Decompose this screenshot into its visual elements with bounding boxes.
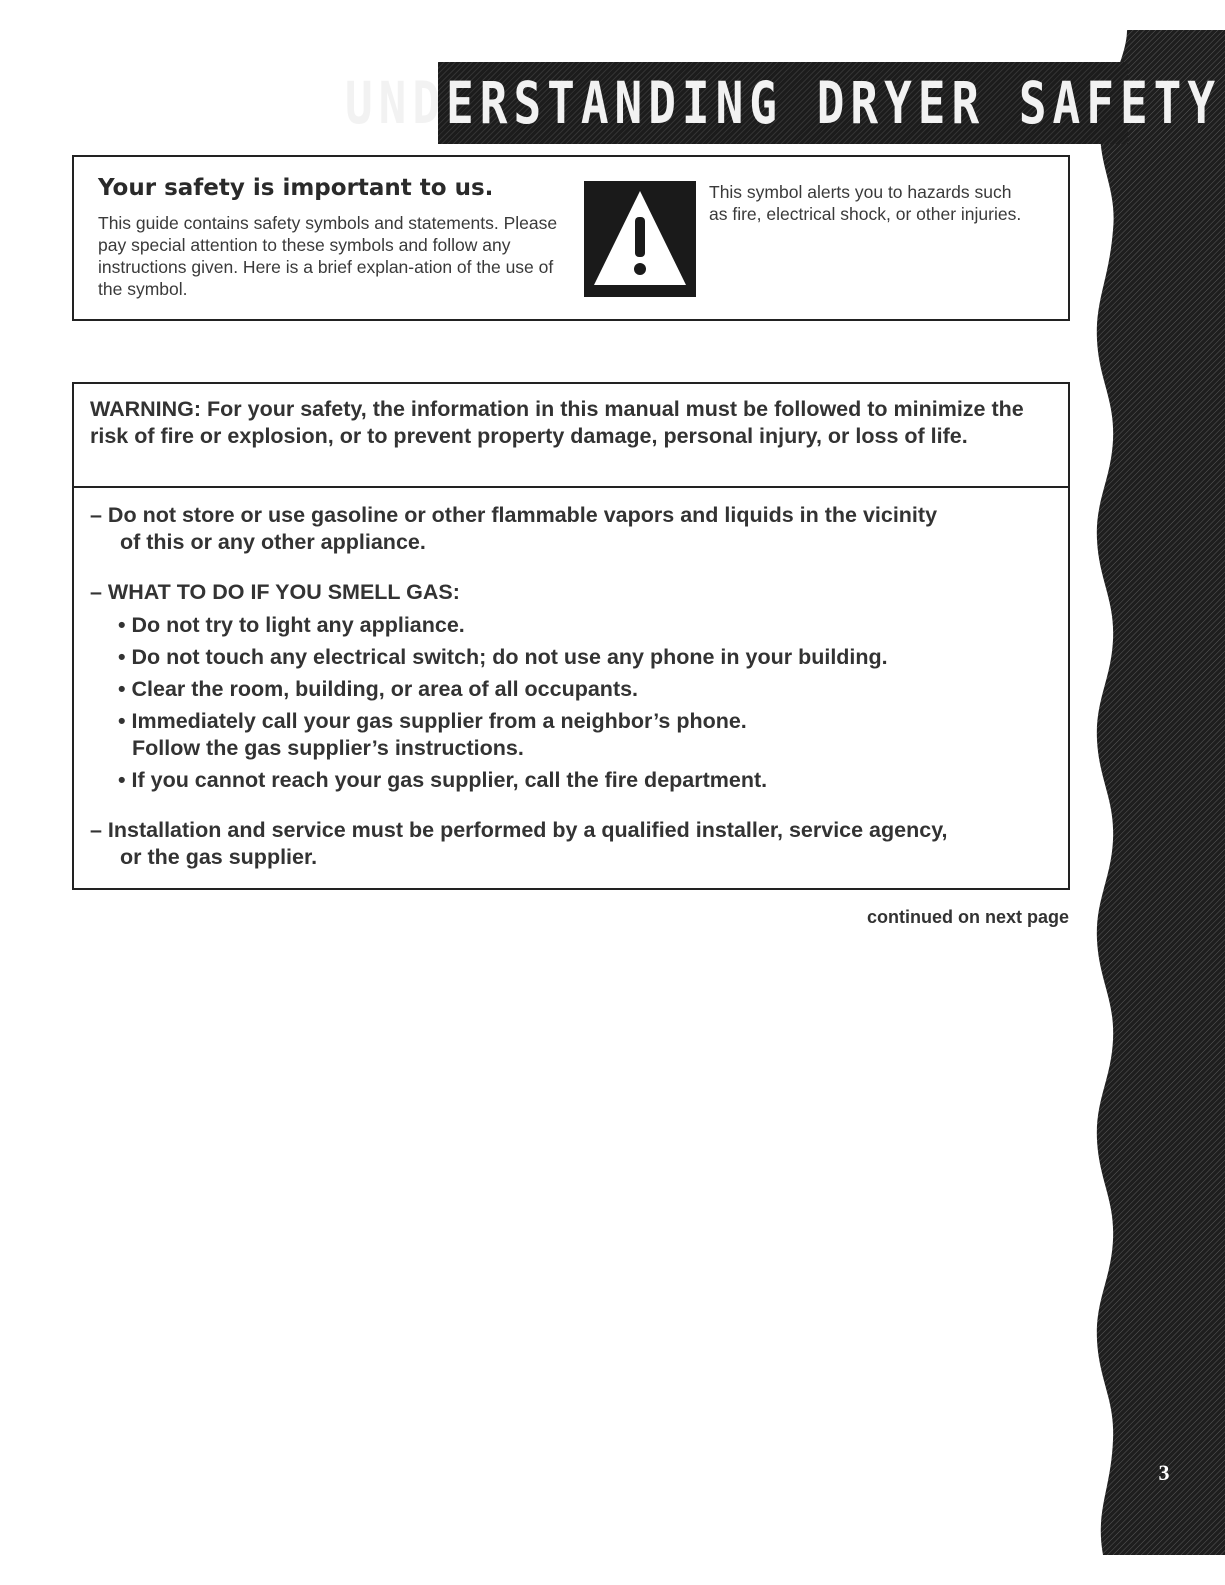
continued-note: continued on next page — [866, 907, 1069, 927]
page-number: 3 — [1158, 1460, 1170, 1485]
divider — [74, 486, 1068, 488]
safety-intro-box — [72, 155, 1070, 321]
bullet-item: • Immediately call your gas supplier from a neighbor’s phone. — [118, 709, 747, 733]
bullet-item-continuation: Follow the gas supplier’s instructions. — [132, 736, 524, 760]
bullet-item: • Do not try to light any appliance. — [118, 613, 465, 637]
list-item: – WHAT TO DO IF YOU SMELL GAS: — [90, 580, 460, 604]
list-item-continuation: or the gas supplier. — [120, 845, 318, 869]
bullet-item: • Do not touch any electrical switch; do not use any phone in your building. — [118, 645, 888, 669]
list-item: – Installation and service must be performed by a qualified installer, service agency, — [90, 818, 948, 842]
list-item-continuation: of this or any other appliance. — [120, 530, 426, 554]
bullet-item: • If you cannot reach your gas supplier, call the fire department. — [118, 768, 768, 792]
warning-heading: WARNING: For your safety, the information in this manual must be followed to minimize the risk of fire or explosion, or to prevent property damage, personal injury, or loss of life. — [90, 397, 1024, 448]
page-edge-decoration — [1095, 0, 1225, 1585]
page-title: UNDERSTANDING DRYER SAFETY — [344, 69, 1222, 137]
bullet-item: • Clear the room, building, or area of all occupants. — [118, 677, 639, 701]
list-item: – Do not store or use gasoline or other flammable vapors and liquids in the vicinity — [90, 503, 938, 527]
warning-box — [72, 382, 1070, 890]
title-banner — [344, 62, 1222, 144]
intro-heading: Your safety is important to us. — [98, 175, 494, 201]
warning-triangle-icon — [584, 181, 696, 297]
intro-body: This guide contains safety symbols and statements. Please pay special attention to these symbols and follow any instructions given. Here is a brief explan-ation of the use of the symbol. — [98, 213, 558, 299]
symbol-description: This symbol alerts you to hazards such as fire, electrical shock, or other injuries. — [709, 182, 1022, 224]
